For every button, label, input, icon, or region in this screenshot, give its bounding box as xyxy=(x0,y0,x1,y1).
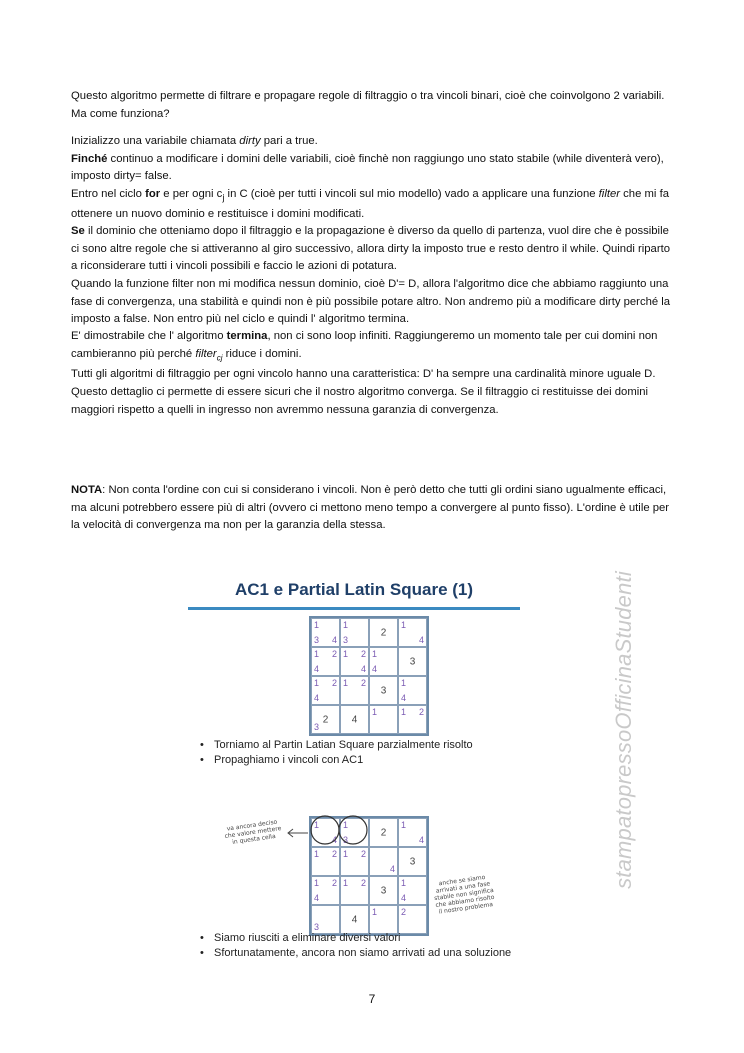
cell-value: 3 xyxy=(380,685,387,696)
bullet-item: • Propaghiamo i vincoli con AC1 xyxy=(200,753,473,768)
cell-value: 2 xyxy=(331,678,337,688)
cell-value: 1 xyxy=(343,649,349,659)
cell-value: 1 xyxy=(401,820,407,830)
grid-cell xyxy=(398,676,427,705)
figure-title: AC1 e Partial Latin Square (1) xyxy=(234,580,474,599)
cell-value: 1 xyxy=(401,707,407,717)
cell-value: 4 xyxy=(314,693,320,703)
grid-cell xyxy=(398,647,427,676)
bullet-item: • Sfortunatamente, ancora non siamo arrivati ad una soluzione xyxy=(200,946,511,961)
grid-cell xyxy=(398,618,427,647)
page-number: 7 xyxy=(368,992,376,1006)
paragraph-termination xyxy=(71,328,671,419)
cell-value: 1 xyxy=(314,678,320,688)
cell-value: 4 xyxy=(351,914,358,925)
intro-text: Questo algoritmo permette di filtrare e propagare regole di filtraggio o tra vincoli binari, cioè che coinvolgono 2 variabili. Ma come funziona? xyxy=(71,90,665,120)
cell-value: 1 xyxy=(343,678,349,688)
grid-cell xyxy=(340,847,369,876)
algorithm-line-1 xyxy=(71,133,671,151)
cell-value: 4 xyxy=(360,664,366,674)
grid-cell xyxy=(311,905,340,934)
bold-for: for xyxy=(145,187,161,200)
cell-value: 2 xyxy=(418,707,424,717)
grid-cell xyxy=(340,905,369,934)
bullets-bottom xyxy=(200,931,511,961)
cell-value: 3 xyxy=(409,856,416,867)
slide-figure xyxy=(186,574,522,984)
text-span: che mi fa ottenere un nuovo dominio e restituisce i domini modificati. xyxy=(71,187,669,220)
text-span: , non ci sono loop infiniti. Raggiungeremo un momento tale per cui domini non cambieranno più perché xyxy=(71,330,658,360)
cell-value: 1 xyxy=(314,649,320,659)
cell-value: 1 xyxy=(401,878,407,888)
text-span: pari a true. xyxy=(260,135,318,147)
algorithm-line-3 xyxy=(71,186,671,223)
cell-value: 4 xyxy=(401,893,407,903)
cell-value: 2 xyxy=(331,878,337,888)
text-span: in C (cioè per tutti i vincoli sul mio modello) vado a applicare una funzione xyxy=(224,187,599,200)
grid-cell xyxy=(311,618,340,647)
cell-value: 1 xyxy=(401,678,407,688)
grid-cell xyxy=(340,818,369,847)
text-span: : Non conta l'ordine con cui si considerano i vincoli. Non è però detto che tutti gli ordini siano ugualmente efficaci, ma alcuni potrebbero essere più di altri (ovvero ci mettono meno tempo a convergere al punto fisso). L'ordine è utile per la velocità di convergenza ma non per la garanzia della stessa. xyxy=(71,484,670,532)
grid-cell xyxy=(340,647,369,676)
cell-value: 3 xyxy=(314,722,320,732)
watermark-text: stampatopressoOfficinaStudenti xyxy=(611,571,636,889)
emphasis-dirty: dirty xyxy=(239,135,261,147)
cell-value: 2 xyxy=(380,827,387,838)
cell-value: 3 xyxy=(409,656,416,667)
latin-square-grid-2 xyxy=(309,816,429,936)
bullet-item: • Torniamo al Partin Latian Square parzialmente risolto xyxy=(200,738,473,753)
cell-value: 2 xyxy=(322,714,329,725)
grid-cell xyxy=(340,676,369,705)
cell-value: 1 xyxy=(314,820,320,830)
cell-value: 4 xyxy=(314,893,320,903)
cell-value: 4 xyxy=(314,664,320,674)
bold-finche: Finché xyxy=(71,152,108,165)
cell-value: 1 xyxy=(372,649,378,659)
cell-value: 3 xyxy=(314,635,320,645)
grid-cell xyxy=(369,647,398,676)
cell-value: 4 xyxy=(351,714,358,725)
cell-value: 1 xyxy=(343,820,349,830)
subscript-j: j xyxy=(222,191,225,203)
cell-value: 4 xyxy=(401,693,407,703)
text-span: E' dimostrabile che l' algoritmo xyxy=(71,330,227,342)
cell-value: 4 xyxy=(389,864,395,874)
grid-cell xyxy=(369,818,398,847)
text-span: riduce i domini. xyxy=(222,347,302,360)
grid-cell xyxy=(311,876,340,905)
cell-value: 2 xyxy=(331,849,337,859)
cell-value: 1 xyxy=(401,620,407,630)
cell-value: 3 xyxy=(343,635,349,645)
grid-cell xyxy=(311,847,340,876)
grid-cell xyxy=(340,618,369,647)
text-span: continuo a modificare i domini delle variabili, cioè finchè non raggiungo uno stato stabile (while diventerà vero), imposto dirty= false. xyxy=(71,152,664,183)
subscript-cj: cj xyxy=(216,352,223,362)
cell-value: 4 xyxy=(331,635,337,645)
cell-value: 2 xyxy=(360,649,366,659)
note-text xyxy=(71,482,671,535)
cell-value: 2 xyxy=(380,627,387,638)
grid-cell xyxy=(369,705,398,734)
cell-value: 1 xyxy=(343,620,349,630)
grid-cell xyxy=(369,905,398,934)
cell-value: 1 xyxy=(314,878,320,888)
bold-nota: NOTA xyxy=(71,484,103,496)
cell-value: 4 xyxy=(418,635,424,645)
text-span: e per ogni c xyxy=(160,187,223,200)
grid-cell xyxy=(311,705,340,734)
paragraph-note xyxy=(71,482,671,535)
paragraph-algorithm xyxy=(71,133,671,329)
grid-cell xyxy=(369,676,398,705)
grid-cell xyxy=(340,705,369,734)
grid-cell xyxy=(369,847,398,876)
termination-line-1 xyxy=(71,328,671,366)
algorithm-line-4 xyxy=(71,223,671,276)
title-rule xyxy=(188,607,520,610)
cell-value: 1 xyxy=(314,620,320,630)
paragraph-intro xyxy=(71,88,671,123)
grid-cell xyxy=(369,618,398,647)
algorithm-line-5: Quando la funzione filter non mi modifica nessun dominio, cioè D'= D, allora l'algoritmo dice che abbiamo raggiunto una fase di convergenza, una stabilità e quindi non è più possibile potare altro. Non andremo più a modificare dirty perché la imposto a false. Non entro più nel ciclo e quindi l' algoritmo termina. xyxy=(71,278,671,326)
termination-line-2: Tutti gli algoritmi di filtraggio per ogni vincolo hanno una caratteristica: D' ha sempre una cardinalità minore uguale D. Questo dettaglio ci permette di essere sicuri che il nostro algoritmo converga. Se il filtraggio ci restituisse dei domini maggiori rispetto a quelli in ingresso non avremmo nessuna garanzia di convergenza. xyxy=(71,368,656,416)
text-span: Inizializzo una variabile chiamata xyxy=(71,135,240,147)
grid-cell xyxy=(398,818,427,847)
algorithm-line-2 xyxy=(71,151,671,186)
cell-value: 4 xyxy=(418,835,424,845)
grid-cell xyxy=(398,905,427,934)
cell-value: 1 xyxy=(343,849,349,859)
cell-value: 3 xyxy=(343,835,349,845)
watermark xyxy=(602,540,646,920)
bullets-top xyxy=(200,738,473,768)
emphasis-filter: filter xyxy=(598,187,621,200)
cell-value: 2 xyxy=(401,907,407,917)
grid-cell xyxy=(398,705,427,734)
grid-cell xyxy=(311,676,340,705)
cell-value: 3 xyxy=(314,922,320,932)
handwritten-note-left: va ancora deciso che valore mettere in questa cella xyxy=(224,818,282,846)
cell-value: 1 xyxy=(372,907,378,917)
grid-cell xyxy=(311,647,340,676)
text-span: Entro nel ciclo xyxy=(71,187,146,200)
cell-value: 4 xyxy=(372,664,378,674)
grid-cell xyxy=(369,876,398,905)
cell-value: 2 xyxy=(360,849,366,859)
bullet-item: • Siamo riusciti a eliminare diversi valori xyxy=(200,931,511,946)
cell-value: 1 xyxy=(314,849,320,859)
cell-value: 1 xyxy=(343,878,349,888)
text-span: il dominio che otteniamo dopo il filtraggio e la propagazione è diverso da quello di partenza, vuol dire che è possibile ci sono altre regole che si attiveranno al giro successivo, allora dirty la imposto true e resto dentro il while. Quindi riparto a riconsiderare tutti i vincoli possibili e faccio le azioni di potatura. xyxy=(71,225,671,273)
grid-cell xyxy=(340,876,369,905)
arrow-left-icon xyxy=(284,827,310,839)
cell-value: 2 xyxy=(331,649,337,659)
cell-value: 2 xyxy=(360,878,366,888)
bold-termina: termina xyxy=(226,330,268,342)
grid-cell xyxy=(311,818,340,847)
cell-value: 1 xyxy=(372,707,378,717)
grid-cell xyxy=(398,876,427,905)
cell-value: 4 xyxy=(331,835,337,845)
cell-value: 3 xyxy=(380,885,387,896)
handwritten-note-right: anche se siamo arrivati a una fase stabile non significa che abbiamo risolto il nostro problema xyxy=(433,873,495,916)
latin-square-grid-1 xyxy=(309,616,429,736)
emphasis-filter: filter xyxy=(195,347,217,360)
bold-se: Se xyxy=(71,225,85,238)
grid-cell xyxy=(398,847,427,876)
cell-value: 2 xyxy=(360,678,366,688)
